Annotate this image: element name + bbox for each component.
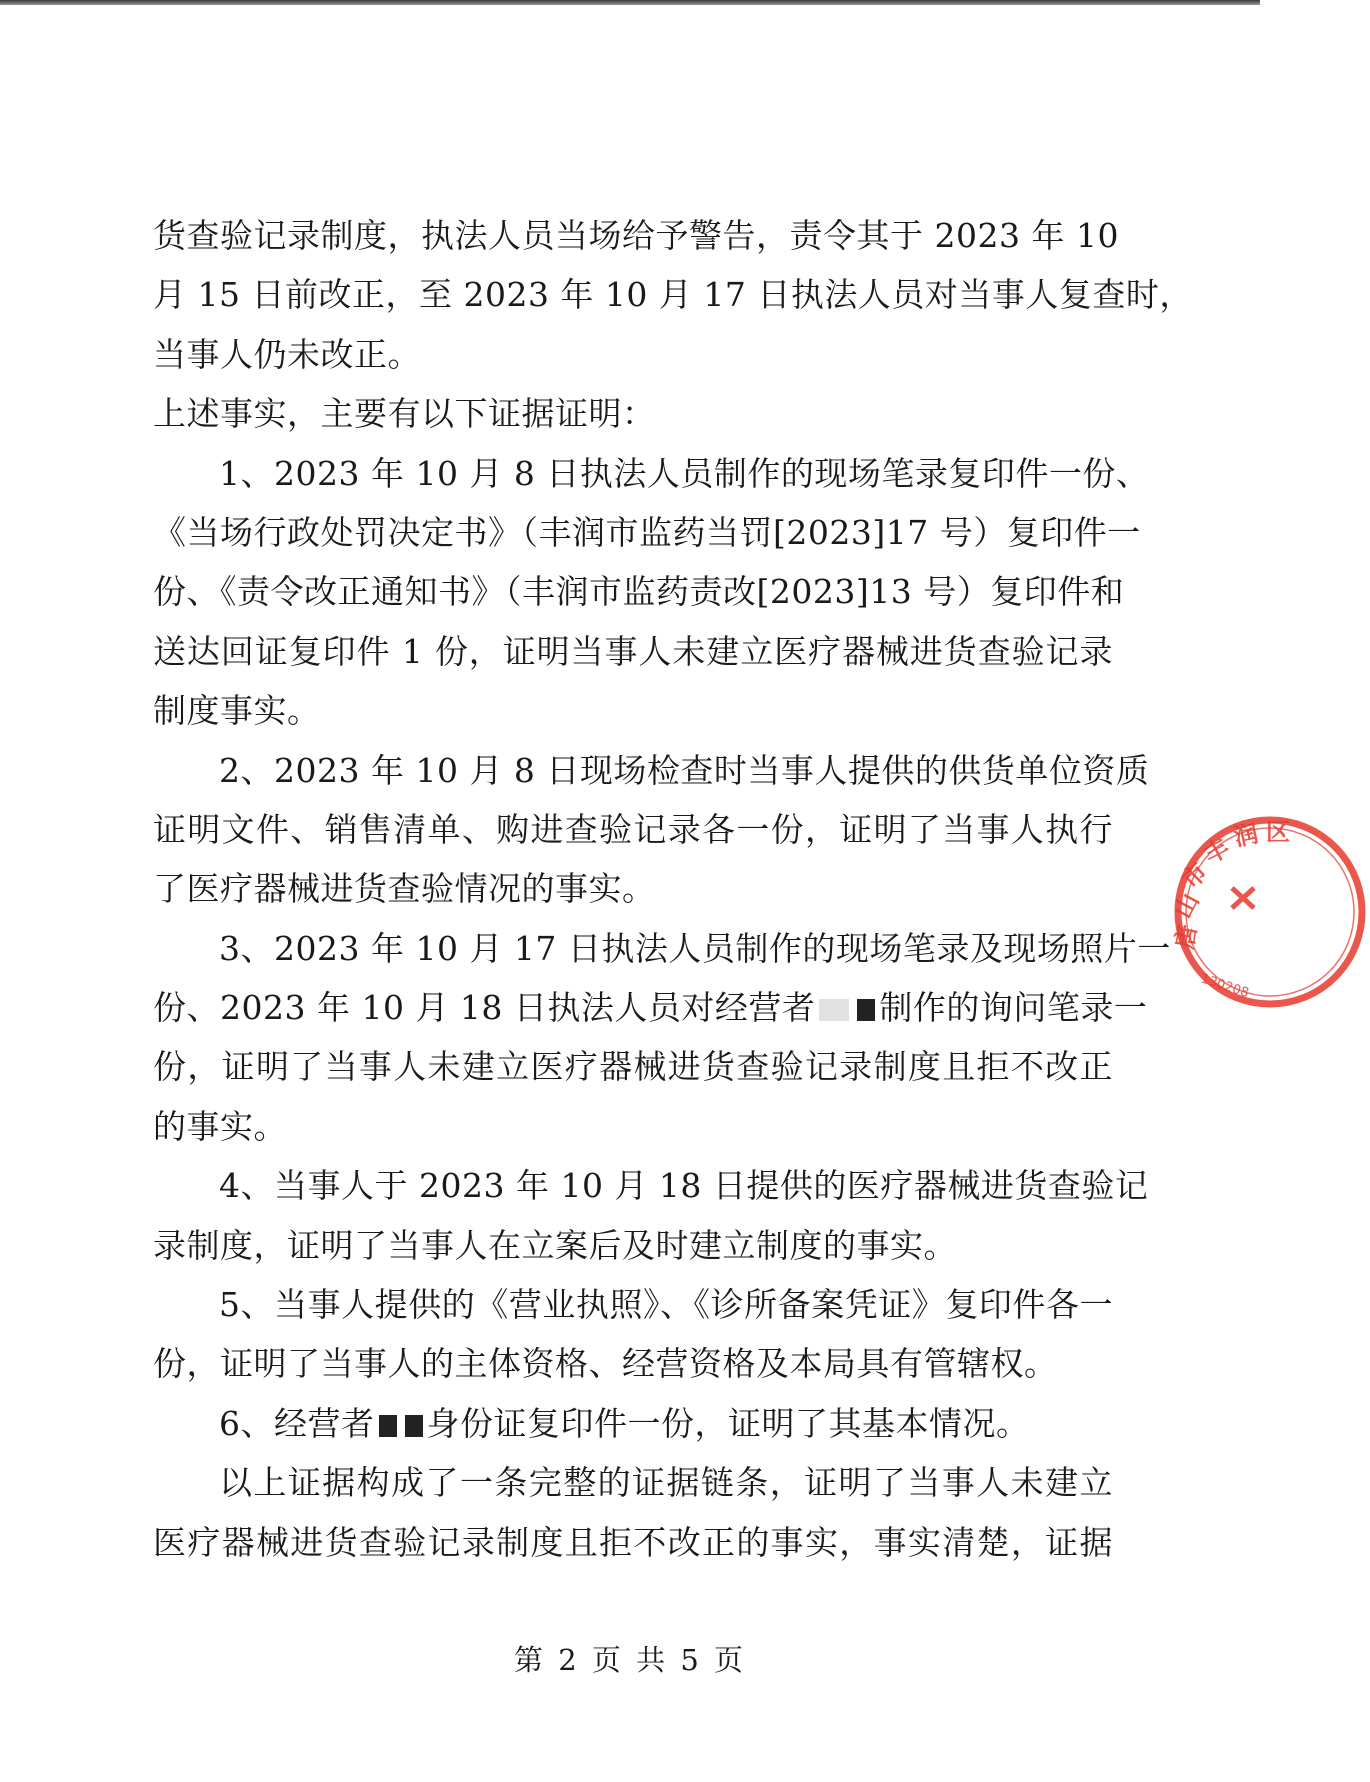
evidence-heading: 上述事实，主要有以下证据证明： [153, 394, 656, 434]
redaction-mark [405, 1415, 423, 1437]
body-line: 了医疗器械进货查验情况的事实。 [153, 869, 656, 909]
redaction-mark [857, 999, 875, 1021]
body-line: 《当场行政处罚决定书》（丰润市监药当罚[2023]17 号）复印件一 [153, 512, 1141, 552]
body-line: 5、当事人提供的《营业执照》、《诊所备案凭证》复印件各一 [219, 1285, 1113, 1325]
body-line: 2、2023 年 10 月 8 日现场检查时当事人提供的供货单位资质 [219, 750, 1150, 790]
seal-star [1232, 888, 1254, 908]
body-line: 送达回证复印件 1 份，证明当事人未建立医疗器械进货查验记录 [153, 631, 1113, 671]
redaction-mark [819, 999, 849, 1021]
body-line: 当事人仍未改正。 [153, 334, 421, 374]
body-line: 份、《责令改正通知书》（丰润市监药责改[2023]13 号）复印件和 [153, 572, 1125, 612]
body-line: 1、2023 年 10 月 8 日执法人员制作的现场笔录复印件一份、 [219, 453, 1150, 493]
seal-char: 市 [1176, 857, 1214, 895]
document-body [153, 206, 1193, 1572]
body-line: 货查验记录制度，执法人员当场给予警告，责令其于 2023 年 10 [153, 216, 1119, 255]
line-segment: 制作的询问笔录一 [879, 988, 1148, 1028]
body-line: 录制度，证明了当事人在立案后及时建立制度的事实。 [153, 1225, 957, 1265]
body-line [153, 978, 1148, 1037]
seal-char: 润 [1231, 819, 1261, 852]
body-line: 的事实。 [153, 1106, 287, 1146]
page-number: 第 2 页 共 5 页 [514, 1643, 746, 1677]
official-seal [1170, 812, 1370, 1012]
seal-char: 唐 [1170, 922, 1203, 952]
seal-number: 130208 [1198, 971, 1251, 1002]
scan-top-edge [0, 0, 1260, 5]
line-segment: 6、经营者 [219, 1403, 375, 1443]
seal-char: 区 [1266, 818, 1290, 846]
seal-char: 丰 [1199, 833, 1235, 870]
body-line: 份，证明了当事人未建立医疗器械进货查验记录制度且拒不改正 [153, 1047, 1113, 1087]
body-line: 制度事实。 [153, 691, 321, 731]
seal-char: 山 [1168, 888, 1205, 923]
body-line [153, 1394, 1113, 1453]
body-line: 月 15 日前改正，至 2023 年 10 月 17 日执法人员对当事人复查时， [153, 275, 1193, 315]
body-line: 证明文件、销售清单、购进查验记录各一份，证明了当事人执行 [153, 809, 1113, 849]
body-line: 3、2023 年 10 月 17 日执法人员制作的现场笔录及现场照片一 [219, 928, 1171, 968]
line-segment: 份、2023 年 10 月 18 日执法人员对经营者 [153, 988, 816, 1028]
body-line: 医疗器械进货查验记录制度且拒不改正的事实，事实清楚，证据 [153, 1522, 1113, 1562]
body-line: 以上证据构成了一条完整的证据链条，证明了当事人未建立 [219, 1463, 1113, 1503]
body-line: 份，证明了当事人的主体资格、经营资格及本局具有管辖权。 [153, 1344, 1058, 1384]
body-line: 4、当事人于 2023 年 10 月 18 日提供的医疗器械进货查验记 [219, 1166, 1149, 1206]
redaction-mark [379, 1415, 397, 1437]
line-segment: 身份证复印件一份，证明了其基本情况。 [426, 1403, 1030, 1443]
